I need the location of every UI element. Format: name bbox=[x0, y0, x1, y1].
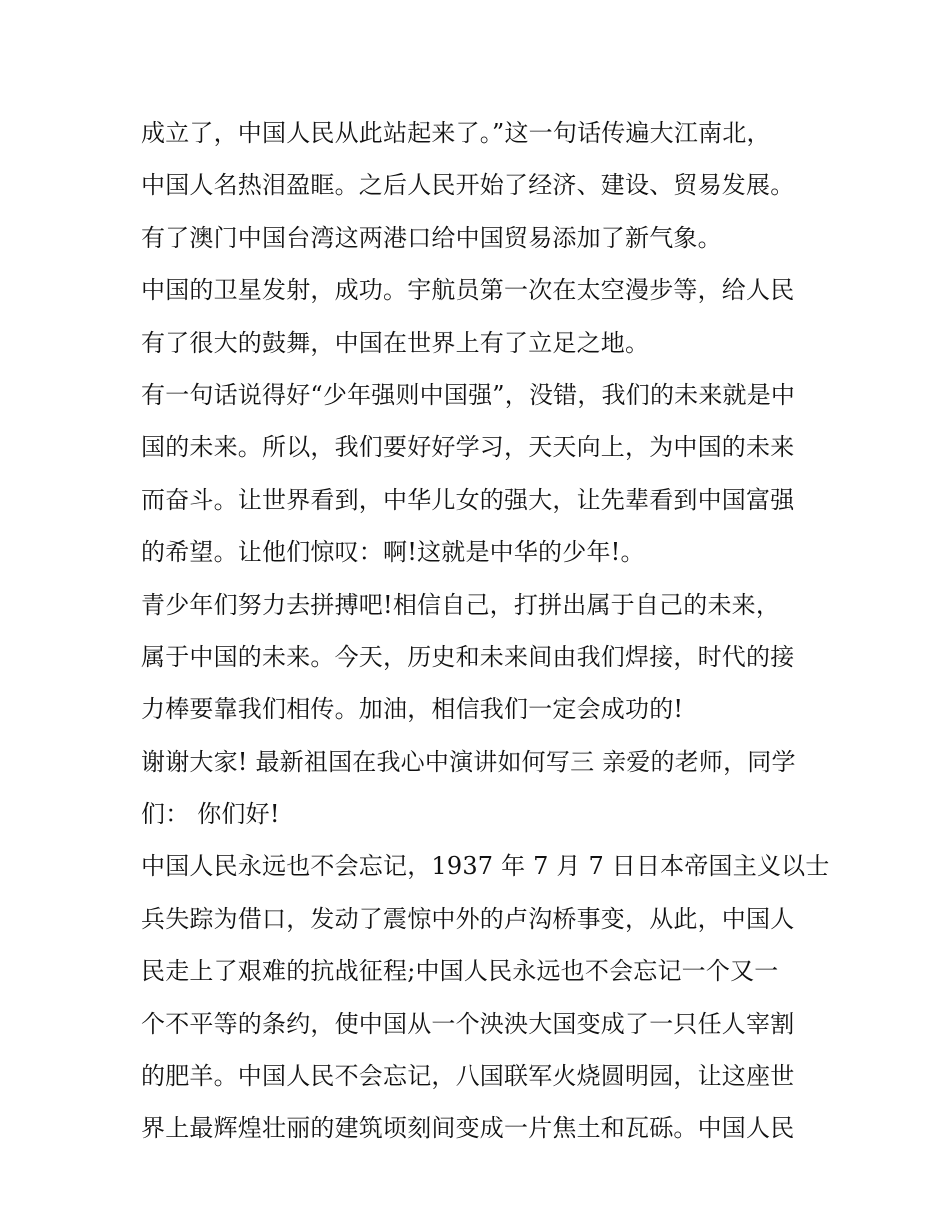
text-line: 有一句话说得好“少年强则中国强”，没错，我们的未来就是中 bbox=[141, 380, 796, 409]
text-line: 国的未来。所以，我们要好好学习，天天向上，为中国的未来 bbox=[141, 433, 795, 462]
text-line: 中国的卫星发射，成功。宇航员第一次在太空漫步等，给人民 bbox=[141, 276, 795, 305]
text-line: 有了很大的鼓舞，中国在世界上有了立足之地。 bbox=[141, 328, 650, 357]
text-line: 们： 你们好! bbox=[141, 800, 280, 829]
text-line: 青少年们努力去拼搏吧!相信自己，打拼出属于自己的未来， bbox=[141, 590, 781, 619]
text-line: 的希望。让他们惊叹：啊!这就是中华的少年!。 bbox=[141, 538, 645, 567]
text-line: 属于中国的未来。今天，历史和未来间由我们焊接，时代的接 bbox=[141, 642, 795, 671]
text-line: 中国人民永远也不会忘记，1937 年 7 月 7 日日本帝国主义以士 bbox=[141, 852, 830, 881]
text-line: 而奋斗。让世界看到，中华儿女的强大，让先辈看到中国富强 bbox=[141, 485, 795, 514]
text-line: 谢谢大家! 最新祖国在我心中演讲如何写三 亲爱的老师，同学 bbox=[141, 747, 796, 776]
text-line: 民走上了艰难的抗战征程;中国人民永远也不会忘记一个又一 bbox=[141, 957, 779, 986]
text-line: 兵失踪为借口，发动了震惊中外的卢沟桥事变，从此，中国人 bbox=[141, 904, 795, 933]
text-line: 个不平等的条约，使中国从一个泱泱大国变成了一只任人宰割 bbox=[141, 1009, 795, 1038]
text-line: 的肥羊。中国人民不会忘记，八国联军火烧圆明园，让这座世 bbox=[141, 1062, 795, 1091]
text-line: 中国人名热泪盈眶。之后人民开始了经济、建设、贸易发展。 bbox=[141, 171, 795, 200]
text-line: 界上最辉煌壮丽的建筑顷刻间变成一片焦土和瓦砾。中国人民 bbox=[141, 1114, 795, 1143]
speech-text-body bbox=[141, 107, 830, 1155]
text-line: 成立了，中国人民从此站起来了。”这一句话传遍大江南北， bbox=[141, 119, 771, 147]
text-line: 力棒要靠我们相传。加油，相信我们一定会成功的! bbox=[141, 695, 684, 724]
text-line: 有了澳门中国台湾这两港口给中国贸易添加了新气象。 bbox=[141, 223, 722, 252]
